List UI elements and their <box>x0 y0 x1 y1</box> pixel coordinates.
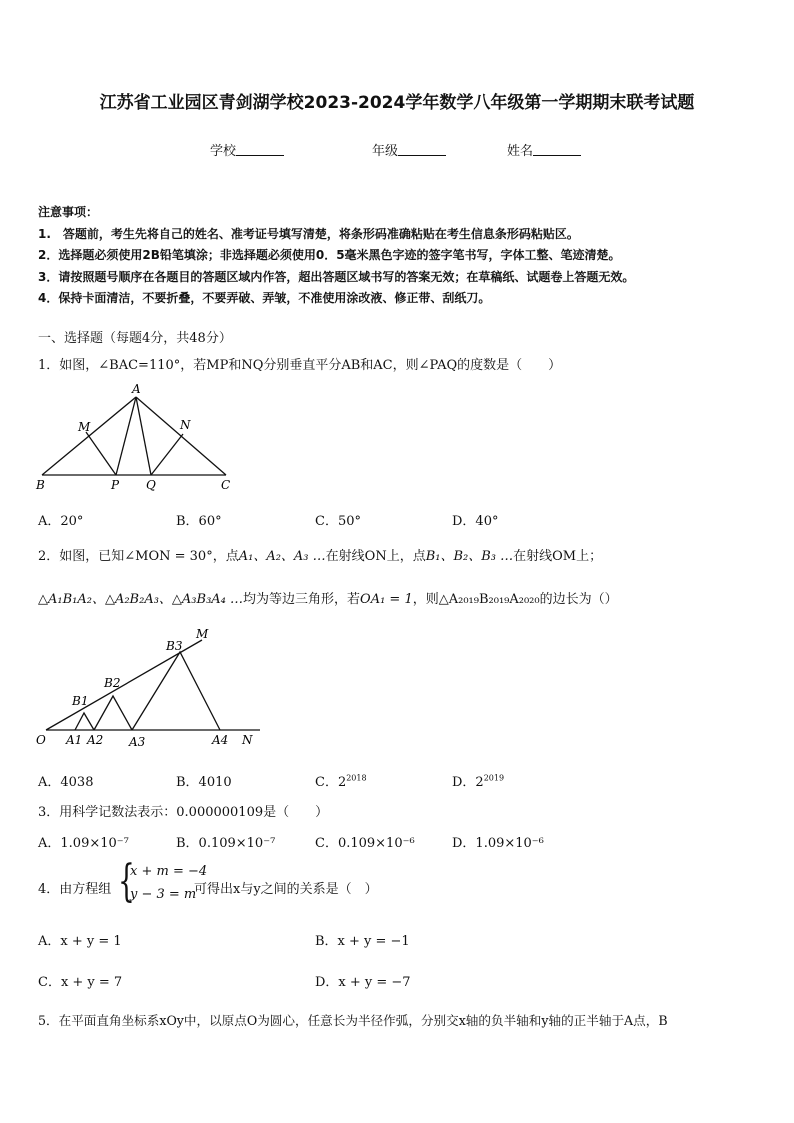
q1-label-q: Q <box>146 478 156 492</box>
q2-label-a1: A1 <box>66 733 83 747</box>
q3-option-c[interactable]: C．0.109×10⁻⁶ <box>315 836 415 851</box>
brace-icon: { <box>118 856 135 907</box>
school-blank[interactable] <box>236 143 284 156</box>
q2-text-d: 均为等边三角形，若 <box>243 592 361 607</box>
q3-option-a[interactable]: A．1.09×10⁻⁷ <box>38 836 129 851</box>
q2-option-c[interactable] <box>315 771 367 790</box>
name-label: 姓名 <box>507 144 534 159</box>
q2-label-a2: A2 <box>87 733 104 747</box>
q1-lines <box>42 397 226 475</box>
q2-option-a[interactable]: A．4038 <box>38 775 94 790</box>
q2-given: OA₁ = 1 <box>360 592 413 607</box>
q1-stem: 1．如图，∠BAC=110°，若MP和NQ分别垂直平分AB和AC，则∠PAQ的度数是（ ） <box>38 358 562 373</box>
q2-text-e: ，则△A₂₀₁₉B₂₀₁₉A₂₀₂₀的边长为（） <box>412 592 618 607</box>
q1-label-a: A <box>132 383 141 396</box>
q4-equation-2: y − 3 = m <box>130 887 197 902</box>
q3-stem: 3．用科学记数法表示：0.000000109是（ ） <box>38 805 329 820</box>
note-item: 3．请按照题号顺序在各题目的答题区域内作答，超出答题区域书写的答案无效；在草稿纸、试题卷上答题无效。 <box>38 269 635 284</box>
q1-option-a[interactable]: A．20° <box>38 514 84 529</box>
note-item: 2．选择题必须使用2B铅笔填涂；非选择题必须使用0．5毫米黑色字迹的签字笔书写，字体工整、笔迹清楚。 <box>38 248 621 262</box>
q1-figure <box>34 383 244 495</box>
exam-title: 江苏省工业园区青剑湖学校2023-2024学年数学八年级第一学期期末联考试题 <box>99 93 695 113</box>
q2-label-b3: B3 <box>166 639 183 653</box>
q4-option-c[interactable]: C．x + y = 7 <box>38 975 123 990</box>
q5-stem: 5．在平面直角坐标系xOy中，以原点O为圆心，任意长为半径作弧，分别交x轴的负半轴和y轴的正半轴于A点，B <box>38 1013 668 1028</box>
q4-option-a[interactable]: A．x + y = 1 <box>38 934 122 949</box>
q2-text-a: 2．如图，已知∠MON = 30°，点 <box>38 549 239 564</box>
q2-text-b: 在射线ON上，点 <box>325 549 426 564</box>
q2-label-b2: B2 <box>104 676 121 690</box>
q1-label-c: C <box>221 478 231 492</box>
q2-stem-line2 <box>38 588 618 607</box>
q3-option-b[interactable]: B．0.109×10⁻⁷ <box>176 836 276 851</box>
q1-option-d[interactable]: D．40° <box>452 514 499 529</box>
q1-label-p: P <box>111 478 120 492</box>
note-item: 4．保持卡面清洁，不要折叠，不要弄破、弄皱，不准使用涂改液、修正带、刮纸刀。 <box>38 291 491 305</box>
q1-option-c[interactable]: C．50° <box>315 514 361 529</box>
q2-text-c: 在射线OM上； <box>513 549 603 564</box>
notes-heading: 注意事项： <box>38 205 99 219</box>
q3-option-d[interactable]: D．1.09×10⁻⁶ <box>452 836 544 851</box>
q2-label-a4: A4 <box>212 733 229 747</box>
notes-block <box>38 202 758 310</box>
school-field[interactable] <box>210 140 284 159</box>
q2-option-d-label: D．2 <box>452 775 484 790</box>
q2-option-b[interactable]: B．4010 <box>176 775 232 790</box>
q2-label-n: N <box>242 733 253 747</box>
q2-label-b1: B1 <box>72 694 89 708</box>
note-item: 1. 答题前，考生先将自己的姓名、准考证号填写清楚，将条形码准确粘贴在考生信息条形码粘贴区。 <box>38 226 579 241</box>
q2-stem-line1 <box>38 545 602 564</box>
q2-figure <box>32 622 272 752</box>
q2-label-a3: A3 <box>129 735 146 749</box>
q2-option-d[interactable] <box>452 771 504 790</box>
grade-label: 年级 <box>372 144 399 159</box>
q2-option-c-exponent: 2018 <box>346 773 367 783</box>
q2-points-b: B₁、B₂、B₃ … <box>425 549 514 564</box>
q2-option-c-label: C．2 <box>315 775 347 790</box>
grade-blank[interactable] <box>398 143 446 156</box>
q2-points-a: A₁、A₂、A₃ … <box>238 549 326 564</box>
q1-option-b[interactable]: B．60° <box>176 514 222 529</box>
q1-label-b: B <box>36 478 45 492</box>
q4-option-b[interactable]: B．x + y = −1 <box>315 934 410 949</box>
q1-label-m: M <box>78 420 91 434</box>
q1-label-n: N <box>180 418 191 432</box>
school-label: 学校 <box>210 144 237 159</box>
q2-option-d-exponent: 2019 <box>483 773 505 783</box>
q4-equation-1: x + m = −4 <box>130 864 208 879</box>
q2-label-m: M <box>196 627 209 641</box>
name-blank[interactable] <box>533 143 581 156</box>
grade-field[interactable] <box>372 140 446 159</box>
q4-equation-system <box>118 856 208 908</box>
q2-lines <box>46 640 260 730</box>
q2-triangles: △A₁B₁A₂、△A₂B₂A₃、△A₃B₃A₄ … <box>38 592 244 607</box>
name-field[interactable] <box>507 140 581 159</box>
section-heading: 一、选择题（每题4分，共48分） <box>38 331 232 346</box>
q2-label-o: O <box>36 733 46 747</box>
q4-prefix: 4．由方程组 <box>38 882 112 897</box>
q4-suffix: 可得出x与y之间的关系是（ ） <box>194 882 378 897</box>
q4-option-d[interactable]: D．x + y = −7 <box>315 975 411 990</box>
